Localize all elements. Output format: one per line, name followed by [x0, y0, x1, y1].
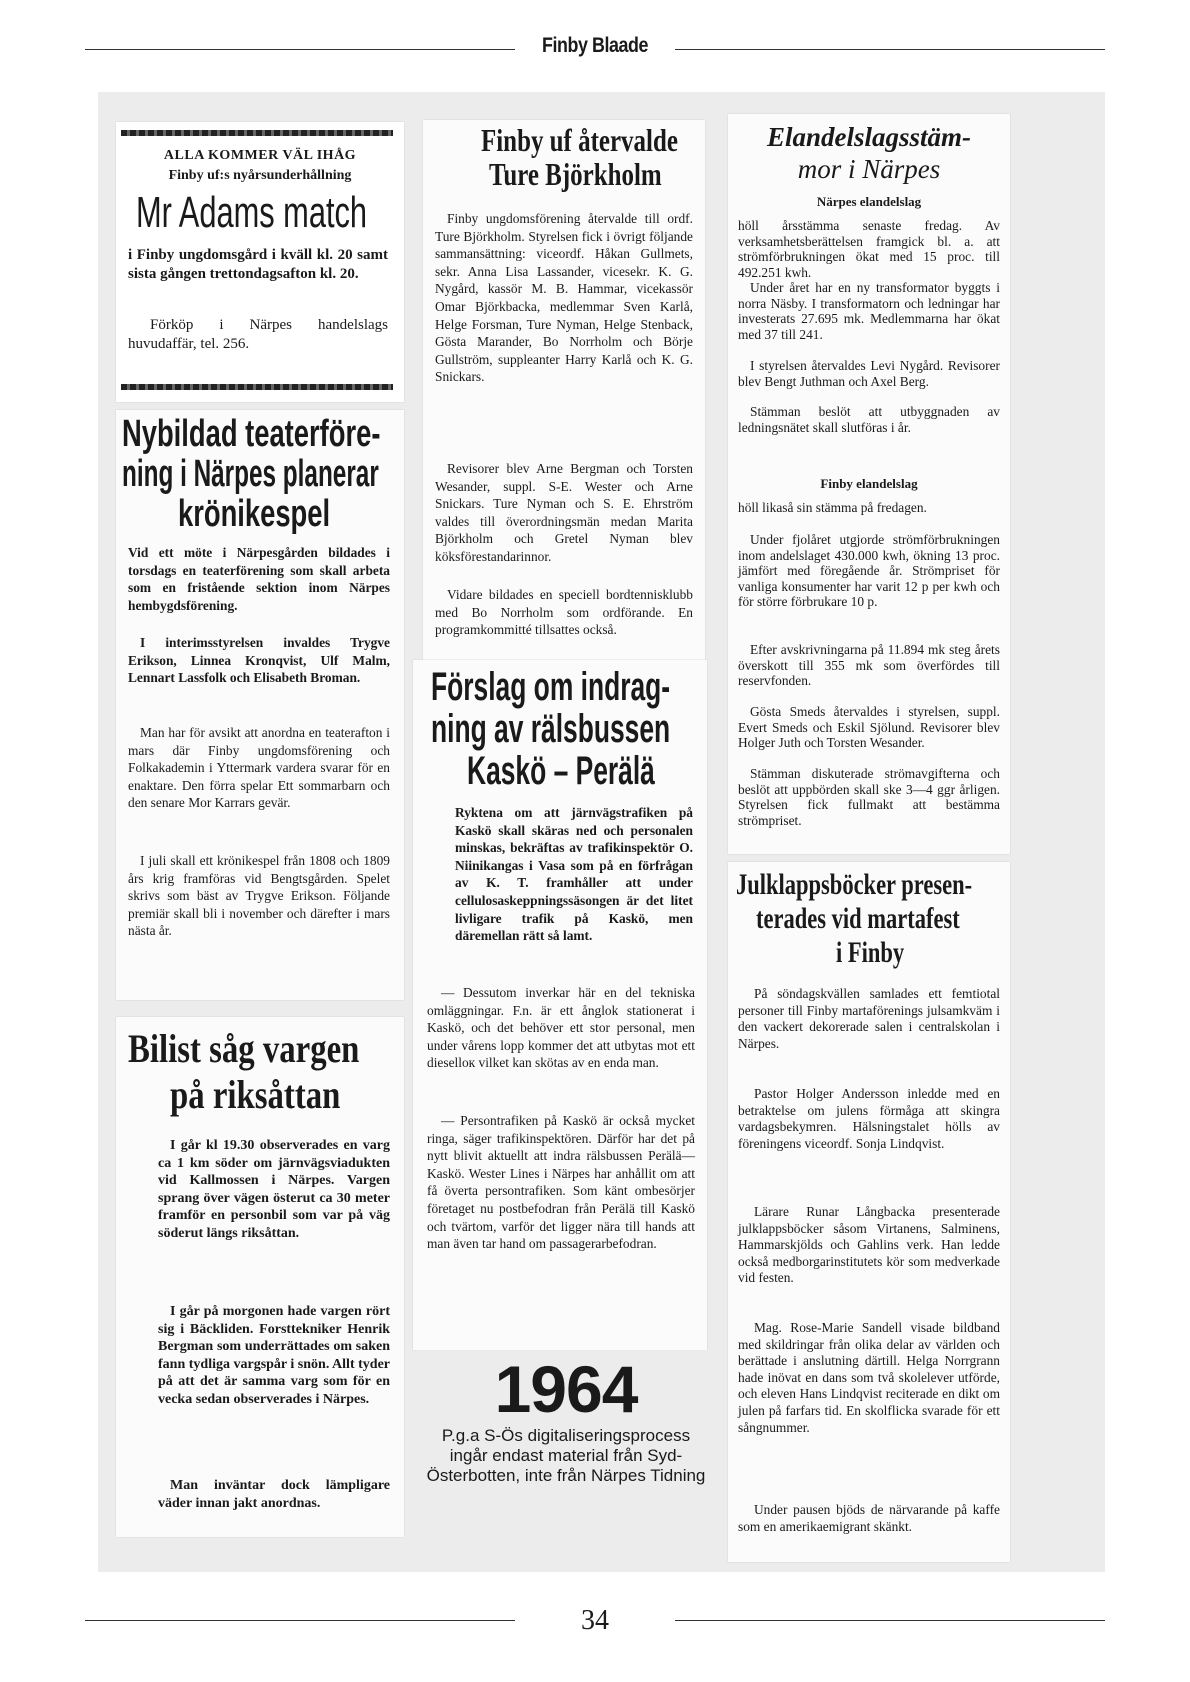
scanned-clippings-area [98, 92, 1105, 1572]
clip-headline-line-3: i Finby [836, 936, 905, 969]
clip-body: i Finby ungdomsgård i kväll kl. 20 samt sista gången trettondagsafton kl. 20. [128, 247, 388, 282]
clip-body-1: — Dessutom inverkar här en del tekniska omläggningar. F.n. är ett ånglok stationerat i Kaskö, och det behöver ett stor personal, men under vårens lopp kommer det att utbytas mot ett dieselloк vilket kan skötas av en enda man. [427, 985, 695, 1071]
clip-subhead-1: Närpes elandelslag [816, 194, 922, 209]
clip-body-2: I går på morgonen hade vargen rört sig i Bäckliden. Forsttekniker Henrik Bergman som underrättades om saken fann tydliga vargspår i snön. Allt tyder på att det är samma varg som för en vecka sedan observerades i Närpes. [158, 1304, 390, 1407]
clip-body-8: Gösta Smeds återvaldes i styrelsen, suppl. Evert Smeds och Eskil Sjölund. Revisorer blev Holger Juth och Torsten Wesander. [738, 704, 1000, 751]
clip-headline-line-3: Kaskö – Perälä [467, 749, 655, 793]
clip-body-9: Stämman diskuterade strömavgifterna och beslöt att uppbörden skall ske 3—4 ggr årligen. Styrelsen fick fullmakt att bestämma strömpriset. [738, 766, 1000, 828]
clipping-bjorkholm [423, 120, 705, 680]
clip-headline-line-2: ning i Närpes planerar [122, 453, 379, 495]
clip-presale: Förköp i Närpes handelslags huvudaffär, tel. 256. [128, 317, 388, 352]
clip-subtitle: Finby uf:s nyårsunderhållning [168, 168, 352, 183]
clip-body-1: I går kl 19.30 observerades en varg ca 1 km söder om järnvägsviadukten vid Kallmossen i Närpes. Vargen sprang över vägen österut ca 30 meter framför en personbil som var på väg söderut längs riksåttan. [158, 1138, 390, 1241]
clip-body-2: Revisorer blev Arne Bergman och Torsten Wesander, suppl. S-E. Wester och Arne Snickars. Ture Nyman och S. E. Ehrström valdes till överordningsmän medan Marita Björkholm och Gretel Nyman blev köksförestandarinnor. [435, 461, 693, 564]
clip-headline-line-2: terades vid martafest [756, 902, 960, 935]
clip-headline-line-1: Förslag om indrag- [431, 665, 671, 709]
digitisation-note-line-3: Österbotten, inte från Närpes Tidning [426, 1466, 706, 1485]
clip-body-3: Lärare Runar Långbacka presenterade julklappsböcker såsom Virtanens, Salminens, Hammarskjölds och Gahlins verk. Han ledde också medborgarinstitutets kör som medverkade vid festen. [738, 1204, 1000, 1286]
page-header-title: Finby Blaade [541, 34, 648, 57]
clipping-elandelslag [728, 114, 1010, 854]
footer-rule-left [85, 1620, 515, 1621]
clip-headline-line-1: Nybildad teaterföre- [122, 413, 381, 455]
decorative-border-top [121, 130, 393, 136]
clip-headline-line-3: krönikespel [178, 493, 331, 535]
clip-headline-line-1: Bilist såg vargen [128, 1026, 360, 1071]
clip-headline-line-2: Ture Björkholm [489, 156, 662, 192]
clip-headline: Mr Adams match [136, 188, 368, 237]
clip-headline-line-1: Elandelslagsstäm- [766, 122, 972, 152]
clip-body-2: — Persontrafiken på Kaskö är också mycket ringa, säger trafikinspektören. Därför har det på nytt blivit aktuellt att indra rälsbussen Perälä—Kaskö. Wester Lines i Närpes har anhållit om att få överta persontrafiken. Som känt ombesörjer företaget nu postbefodran från Perälä till Kaskö och tvärtom, varför det ligger nära till hands att man även tar hand om passagerarbefodran. [427, 1113, 695, 1252]
clip-headline-line-1: Julklappsböcker presen- [736, 868, 973, 901]
clip-body-5: höll likaså sin stämma på fredagen. [738, 500, 927, 515]
clip-headline-line-2: mor i Närpes [797, 154, 941, 184]
digitisation-note-line-2: ingår endast material från Syd- [449, 1446, 683, 1465]
clip-body-1: höll årsstämma senaste fredag. Av verksamhetsberättelsen framgick bl. a. att strömförbrukningen ökat med 15 proc. till 492.251 kwh. [738, 218, 1000, 280]
clip-lead: Ryktena om att järnvägstrafiken på Kaskö skall skäras ned och personalen minskas, bekräftas av trafikinspektör O. Niinikangas i Vasa som på en förfrågan av K. T. framhåller att under cellulosaskeppningssäsongen är det litet livligare trafik på Kaskö, men däremellan rätt så lamt. [455, 805, 693, 944]
clipping-adams-match [116, 122, 404, 402]
page-number: 34 [581, 1605, 609, 1636]
clip-headline-line-2: ning av rälsbussen [431, 707, 671, 751]
year-stamp [416, 1350, 716, 1500]
header-rule-right [675, 49, 1105, 50]
clip-lead-2: I interimsstyrelsen invaldes Trygve Erikson, Linnea Kronqvist, Ulf Malm, Lennart Lassfolk och Elisabeth Broman. [128, 635, 390, 686]
clip-body-1: Finby ungdomsförening återvalde till ordf. Ture Björkholm. Styrelsen fick i övrigt följande sammansättning: viceordf. Håkan Gullmets, sekr. Anna Lisa Lassander, vicesekr. K. G. Nygård, kassör M. B. Hammar, vicekassör Omar Björkbacka, medlemmar Sven Karlå, Helge Forsman, Ture Nyman, Helge Stenback, Gösta Marander, Bo Norrholm och Börje Gullström, suppleanter Harry Karlå och K. G. Snickars. [435, 211, 693, 385]
clip-lead: Vid ett möte i Närpesgården bildades i torsdags en teaterförening som skall arbeta som en fristående sektion inom Närpes hembygdsförening. [128, 545, 390, 613]
clip-body-1: På söndagskvällen samlades ett femtiotal personer till Finby martaförenings julsamkväm i den vackert dekorerade salen i centralskolan i Närpes. [738, 986, 1000, 1051]
clipping-teaterforening [116, 410, 404, 1000]
clip-subhead-2: Finby elandelslag [820, 476, 918, 491]
year-label: 1964 [494, 1352, 638, 1426]
clipping-ralsbussen [413, 660, 707, 1350]
clipping-julklappsbocker [728, 862, 1010, 1562]
clip-body-2: I juli skall ett krönikespel från 1808 och 1809 års krig framföras vid Bengtsgården. Spelet skrivs som bäst av Trygve Erikson. Följande premiär skall bli i november och därefter i mars nästa år. [128, 853, 390, 939]
clipping-vargen [116, 1017, 404, 1537]
footer-rule-right [675, 1620, 1105, 1621]
clip-kicker: ALLA KOMMER VÄL IHÅG [163, 148, 357, 163]
digitisation-note-line-1: P.g.a S-Ös digitaliseringsprocess [441, 1426, 691, 1445]
clip-body-4: Stämman beslöt att utbyggnaden av ledningsnätet skall slutföras i år. [738, 404, 1000, 435]
clip-body-4: Mag. Rose-Marie Sandell visade bildband med skildringar från olika delar av världen och berättade i anslutning därtill. Helga Norrgrann hade inövat en dans som två skolelever utförde, och eleven Hans Lindqvist reciterade en dikt om julen på farfars tid. En skolflicka svarade för ett sångnummer. [738, 1320, 1000, 1435]
clip-headline-line-1: Finby uf återvalde [481, 122, 678, 158]
clip-body-3: Vidare bildades en speciell bordtennisklubb med Bo Norrholm som ordförande. En programkommitté tillsattes också. [435, 587, 693, 638]
clip-body-2: Pastor Holger Andersson inledde med en betraktelse om julens förmåga att skingra vardagsbekymren. Hälsningstalet hölls av föreningens viceordf. Sonja Lindqvist. [738, 1086, 1000, 1151]
decorative-border-bottom [121, 384, 393, 390]
clip-body-6: Under fjolåret utgjorde strömförbrukningen inom andelslaget 430.000 kwh, ökning 13 proc. jämfört med föregående år. Strömpriset för vanliga konsumenter har varit 12 p per kwh och för större förbrukare 10 p. [738, 532, 1000, 610]
clip-body-7: Efter avskrivningarna på 11.894 mk steg årets överskott till 355 mk som överfördes till reservfonden. [738, 642, 1000, 689]
clip-body-3: I styrelsen återvaldes Levi Nygård. Revisorer blev Bengt Juthman och Axel Berg. [738, 358, 1000, 389]
clip-headline-line-2: på riksåttan [170, 1072, 341, 1117]
clip-body-3: Man inväntar dock lämpligare väder innan jakt anordnas. [158, 1478, 390, 1511]
header-rule-left [85, 49, 515, 50]
clip-body-2: Under året har en ny transformator byggts i norra Näsby. I transformatorn och ledningar har investerats 27.695 mk. Medlemmarna har ökat med 37 till 241. [738, 280, 1000, 342]
clip-body-1: Man har för avsikt att anordna en teaterafton i mars där Finby ungdomsförening och Folkakademin i Yttermark vardera svarar för en enaktare. Den förra spelar Ett sommarbarn och den senare Mor Karrars gevär. [128, 725, 390, 811]
clip-body-5: Under pausen bjöds de närvarande på kaffe som en amerikaemigrant skänkt. [738, 1502, 1000, 1534]
